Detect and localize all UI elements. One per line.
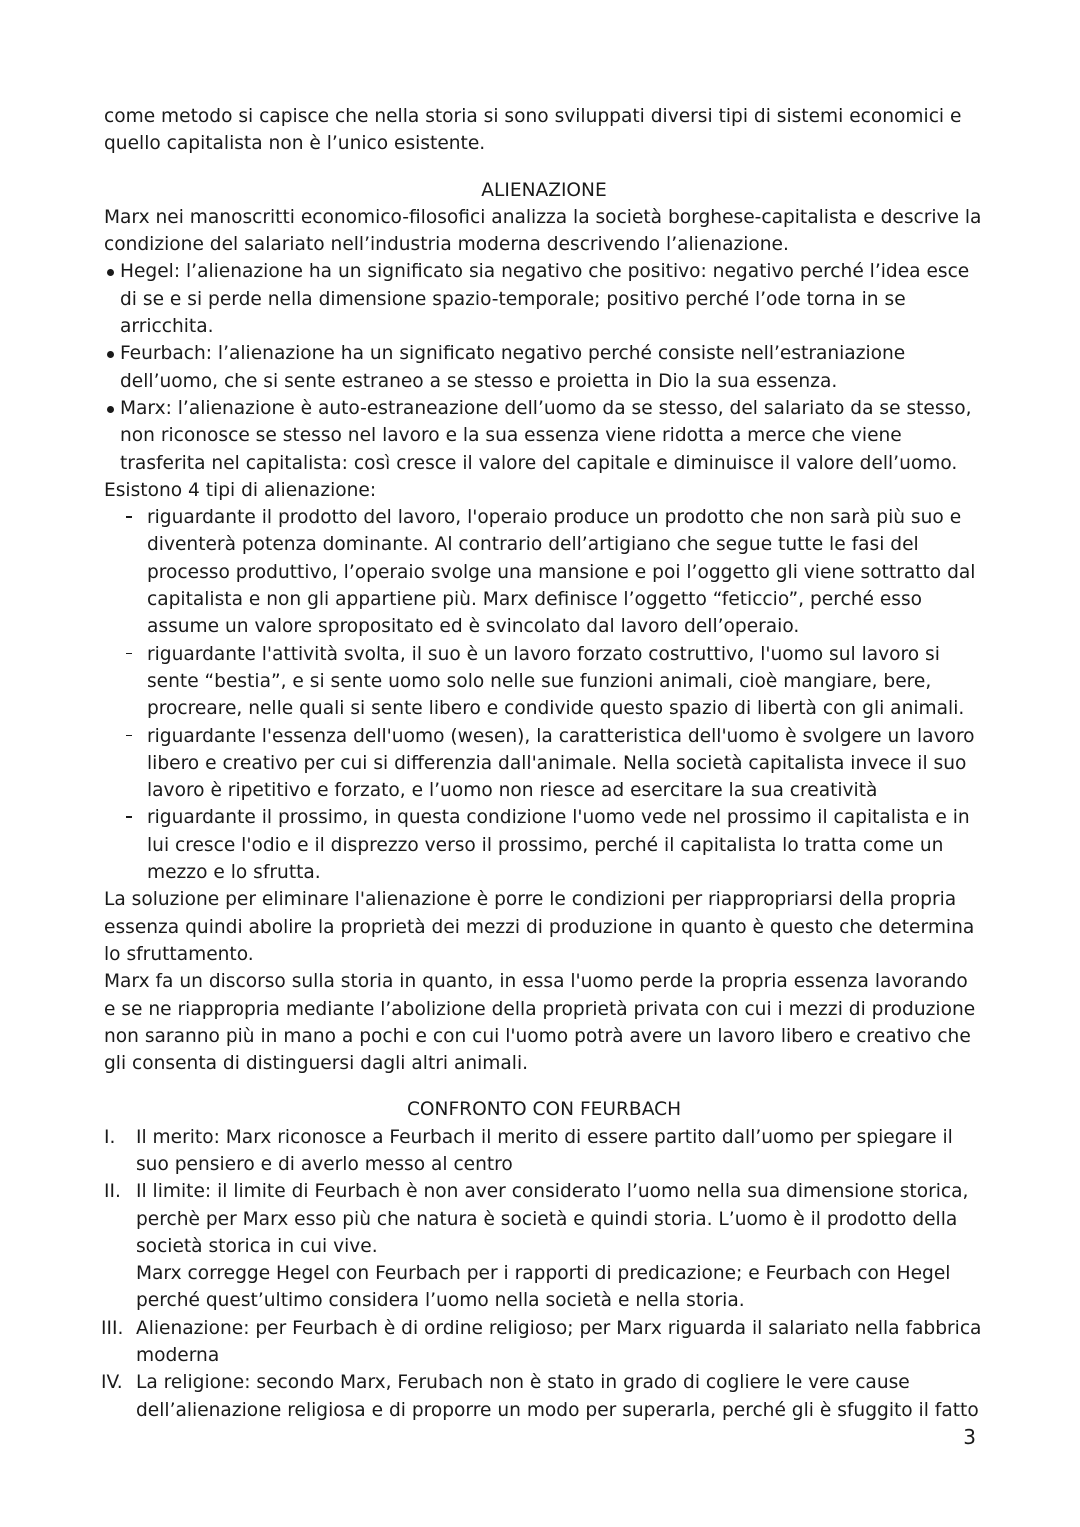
roman-item-text: Il limite: il limite di Feurbach è non aver considerato l’uomo nella sua dimensione storica, perchè per Marx esso più che natura è società e quindi storia. L’uomo è il prodotto della società storica in cui vive.: [136, 1181, 969, 1257]
roman-numeral: IV.: [101, 1372, 123, 1394]
page-content: [101, 103, 984, 1424]
alienation-types-list: [104, 504, 984, 886]
solution-paragraph: La soluzione per eliminare l'alienazione è porre le condizioni per riappropriarsi della propria essenza quindi abolire la proprietà dei mezzi di produzione in quanto è questo che determina lo sfruttamento.: [104, 889, 975, 965]
intro-paragraph: come metodo si capisce che nella storia si sono sviluppati diversi tipi di sistemi economici e quello capitalista non è l’unico esistente.: [104, 106, 962, 155]
types-intro: Esistono 4 tipi di alienazione:: [104, 479, 377, 501]
roman-item-limite: [104, 1178, 984, 1314]
bullet-item-marx: Marx: l’alienazione è auto-estraneazione dell’uomo da se stesso, del salariato da se stesso, non riconosce se stesso nel lavoro e la sua essenza viene ridotta a merce che viene trasferita nel capitalista: così cresce il valore del capitale e diminuisce il valore dell’uomo.: [104, 395, 984, 477]
bullet-item-feurbach: Feurbach: l’alienazione ha un significato negativo perché consiste nell’estraniazione dell’uomo, che si sente estraneo a se stesso e proietta in Dio la sua essenza.: [104, 340, 984, 395]
alienation-type-essence: riguardante l'essenza dell'uomo (wesen), la caratteristica dell'uomo è svolgere un lavoro libero e creativo per cui si differenzia dall'animale. Nella società capitalista invece il suo lavoro è ripetitivo e forzato, e l’uomo non riesce ad esercitare la sua creatività: [104, 723, 984, 805]
roman-item-text: Alienazione: per Feurbach è di ordine religioso; per Marx riguarda il salariato nella fabbrica moderna: [136, 1317, 982, 1367]
history-paragraph: Marx fa un discorso sulla storia in quanto, in essa l'uomo perde la propria essenza lavorando e se ne riappropria mediante l’abolizione della proprietà privata con cui i mezzi di produzione non saranno più in mano a pochi e con cui l'uomo potrà avere un lavoro libero e creativo che gli consenta di distinguersi dagli altri animali.: [104, 971, 976, 1075]
alienazione-intro: Marx nei manoscritti economico-filosofici analizza la società borghese-capitalista e descrive la condizione del salariato nell’industria moderna descrivendo l’alienazione.: [104, 206, 982, 256]
section-heading-alienazione: ALIENAZIONE: [481, 179, 607, 201]
alienation-type-neighbor: riguardante il prossimo, in questa condizione l'uomo vede nel prossimo il capitalista e in lui cresce l'odio e il disprezzo verso il prossimo, perché il capitalista lo tratta come un mezzo e lo sfrutta.: [104, 804, 984, 886]
roman-numeral: III.: [101, 1317, 124, 1339]
roman-item-religione: [101, 1369, 984, 1424]
page-number: 3: [963, 1425, 976, 1449]
alienation-type-product: riguardante il prodotto del lavoro, l'operaio produce un prodotto che non sarà più suo e diventerà potenza dominante. Al contrario dell’artigiano che segue tutte le fasi del processo produttivo, l’operaio svolge una mansione e poi l’oggetto gli viene sottratto dal capitalista e non gli appartiene più. Marx definisce l’oggetto “feticcio”, perché esso assume un valore spropositato ed è svincolato dal lavoro dell’operaio.: [104, 504, 984, 640]
roman-item-text: La religione: secondo Marx, Ferubach non è stato in grado di cogliere le vere cause dell’alienazione religiosa e di proporre un modo per superarla, perché gli è sfuggito il fatto: [136, 1372, 979, 1421]
roman-list: [101, 1124, 984, 1424]
roman-item-text: Il merito: Marx riconosce a Feurbach il merito di essere partito dall’uomo per spiegare il suo pensiero e di averlo messo al centro: [136, 1126, 953, 1175]
roman-item-extra-text: Marx corregge Hegel con Feurbach per i rapporti di predicazione; e Feurbach con Hegel perché quest’ultimo considera l’uomo nella società e nella storia.: [136, 1263, 951, 1312]
bullet-list: [104, 258, 984, 476]
bullet-item-hegel: Hegel: l’alienazione ha un significato sia negativo che positivo: negativo perché l’idea esce di se e si perde nella dimensione spazio-temporale; positivo perché l’ode torna in se arricchita.: [104, 258, 984, 340]
section-heading-confronto: CONFRONTO CON FEURBACH: [406, 1099, 682, 1121]
alienation-type-activity: riguardante l'attività svolta, il suo è un lavoro forzato costruttivo, l'uomo sul lavoro si sente “bestia”, e si sente uomo solo nelle sue funzioni animali, cioè mangiare, bere, procreare, nelle quali si sente libero e condivide questo spazio di libertà con gli animali.: [104, 641, 984, 723]
roman-item-merito: [104, 1124, 984, 1179]
roman-numeral: II.: [104, 1181, 121, 1203]
roman-item-alienazione: [101, 1315, 984, 1370]
roman-numeral: I.: [104, 1126, 116, 1148]
